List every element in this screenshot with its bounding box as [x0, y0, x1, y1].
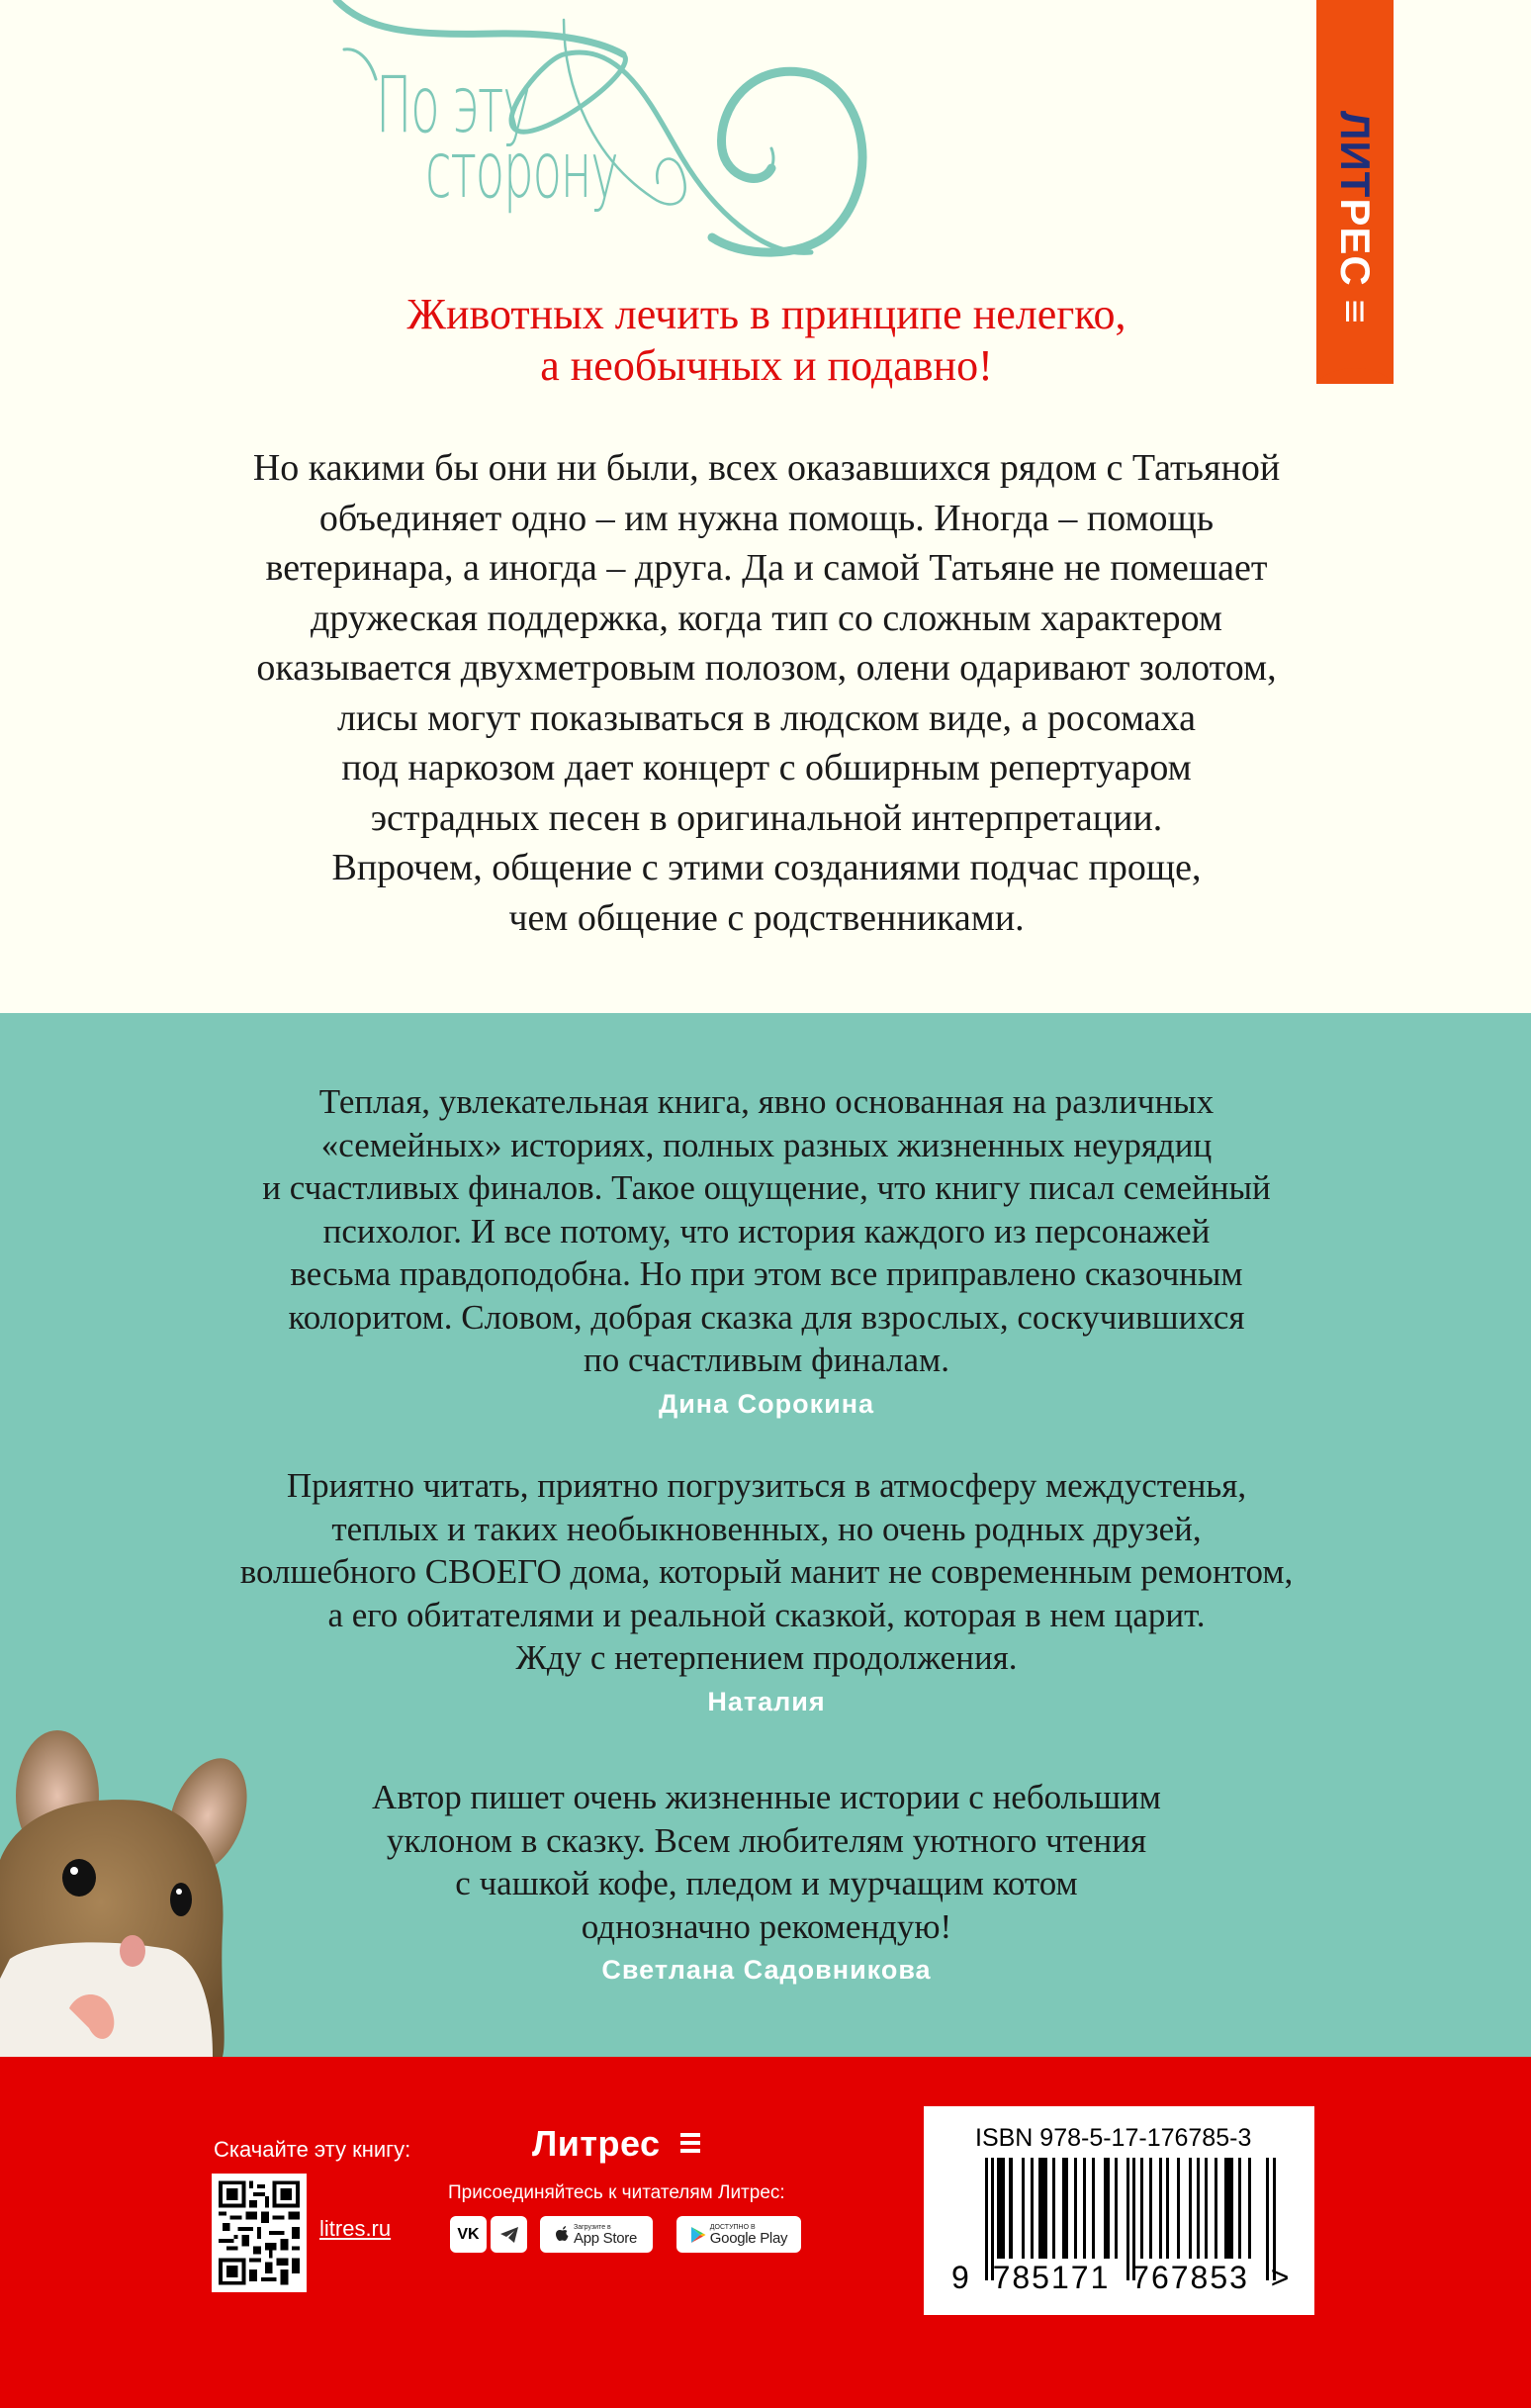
google-play-big-label: Google Play: [709, 2229, 788, 2247]
vk-button[interactable]: [450, 2216, 487, 2253]
review-line: Автор пишет очень жизненные истории с небольшим: [372, 1778, 1161, 1816]
mouse-illustration-icon: [0, 1702, 262, 2057]
bookmark-logo-lit: ЛИТ: [1332, 111, 1379, 199]
menu-bars-icon: [680, 2133, 700, 2153]
review: [119, 1776, 1414, 1988]
qr-code[interactable]: [212, 2174, 307, 2292]
review-line: психолог. И все потому, что история каждого из персонажей: [322, 1211, 1211, 1250]
review-line: «семейных» историях, полных разных жизненных неурядиц: [320, 1125, 1213, 1164]
bookmark-logo-res: РЕС: [1332, 198, 1379, 287]
download-label: Скачайте эту книгу:: [214, 2137, 411, 2162]
review-author: Наталия: [707, 1686, 826, 1716]
telegram-icon: [499, 2226, 519, 2244]
review-author: Дина Сорокина: [658, 1388, 875, 1419]
review-line: Теплая, увлекательная книга, явно основанная на различных: [318, 1082, 1215, 1121]
book-title-line-2: сторону: [425, 127, 618, 216]
review-line: весьма правдоподобна. Но при этом все приправлено сказочным: [290, 1254, 1243, 1293]
vk-icon: VK: [457, 2225, 480, 2243]
description-line: Но какими бы они ни были, всех оказавшихся рядом с Татьяной: [252, 447, 1281, 489]
review-line: теплых и таких необыкновенных, но очень родных друзей,: [331, 1509, 1202, 1548]
app-store-small-label: Загрузите в: [573, 2223, 611, 2231]
description-line: чем общение с родственниками.: [508, 896, 1025, 939]
description-line: оказывается двухметровым полозом, олени одаривают золотом,: [256, 647, 1277, 689]
description-line: лисы могут показываться в людском виде, а росомаха: [336, 696, 1197, 739]
litres-logo[interactable]: [532, 2123, 700, 2165]
review-line: колоритом. Словом, добрая сказка для взрослых, соскучившихся: [288, 1297, 1245, 1337]
google-play-small-label: ДОСТУПНО В: [709, 2223, 756, 2231]
description-line: под наркозом дает концерт с обширным репертуаром: [341, 747, 1192, 788]
tagline-line-1: Животных лечить в принципе нелегко,: [406, 290, 1126, 338]
litres-logo-text: Литрес: [532, 2123, 661, 2164]
book-description: [119, 443, 1414, 943]
review-line: а его обитателями и реальной сказкой, которая в нем царит.: [327, 1595, 1206, 1634]
tagline-line-2: а необычных и подавно!: [540, 341, 993, 390]
menu-bars-icon: ≡: [1332, 299, 1379, 324]
isbn-barcode-block: [924, 2106, 1314, 2315]
qr-code-icon: [219, 2180, 300, 2285]
app-store-big-label: App Store: [573, 2229, 637, 2247]
google-play-button[interactable]: [676, 2216, 801, 2253]
description-line: объединяет одно – им нужна помощь. Иногда – помощь: [318, 497, 1215, 539]
review-line: по счастливым финалам.: [584, 1341, 949, 1379]
review-line: однозначно рекомендую!: [581, 1906, 952, 1946]
review-line: Приятно читать, приятно погрузиться в атмосферу междустенья,: [286, 1466, 1247, 1505]
app-store-label: [574, 2224, 637, 2246]
description-line: эстрадных песен в оригинальной интерпретации.: [370, 796, 1163, 839]
review-line: волшебного СВОЕГО дома, который манит не современным ремонтом,: [239, 1552, 1294, 1591]
google-play-icon: [690, 2226, 706, 2244]
isbn-label: ISBN 978-5-17-176785-3: [975, 2124, 1252, 2152]
review-author: Светлана Садовникова: [601, 1955, 932, 1985]
telegram-button[interactable]: [491, 2216, 527, 2253]
review: [119, 1464, 1414, 1719]
review-line: уклоном в сказку. Всем любителям уютного чтения: [386, 1820, 1147, 1860]
description-line: ветеринара, а иногда – друга. Да и самой Татьяне не помешает: [265, 547, 1268, 589]
tagline: [198, 289, 1335, 392]
review-line: с чашкой кофе, пледом и мурчащим котом: [455, 1864, 1078, 1902]
review: [119, 1080, 1414, 1422]
review-line: и счастливых финалов. Такое ощущение, что книгу писал семейный: [262, 1168, 1271, 1207]
apple-icon: [556, 2226, 570, 2243]
description-line: дружеская поддержка, когда тип со сложным характером: [311, 597, 1222, 639]
join-label: Присоединяйтесь к читателям Литрес:: [448, 2182, 785, 2203]
review-line: Жду с нетерпением продолжения.: [515, 1638, 1018, 1677]
book-title-line-1: По эту: [376, 61, 530, 150]
google-play-label: [710, 2224, 787, 2246]
app-store-button[interactable]: [540, 2216, 653, 2253]
description-line: Впрочем, общение с этими созданиями подчас проще,: [331, 847, 1202, 888]
isbn-digits: 9 785171 767853 >: [951, 2260, 1292, 2295]
litres-site-link[interactable]: litres.ru: [319, 2216, 392, 2241]
